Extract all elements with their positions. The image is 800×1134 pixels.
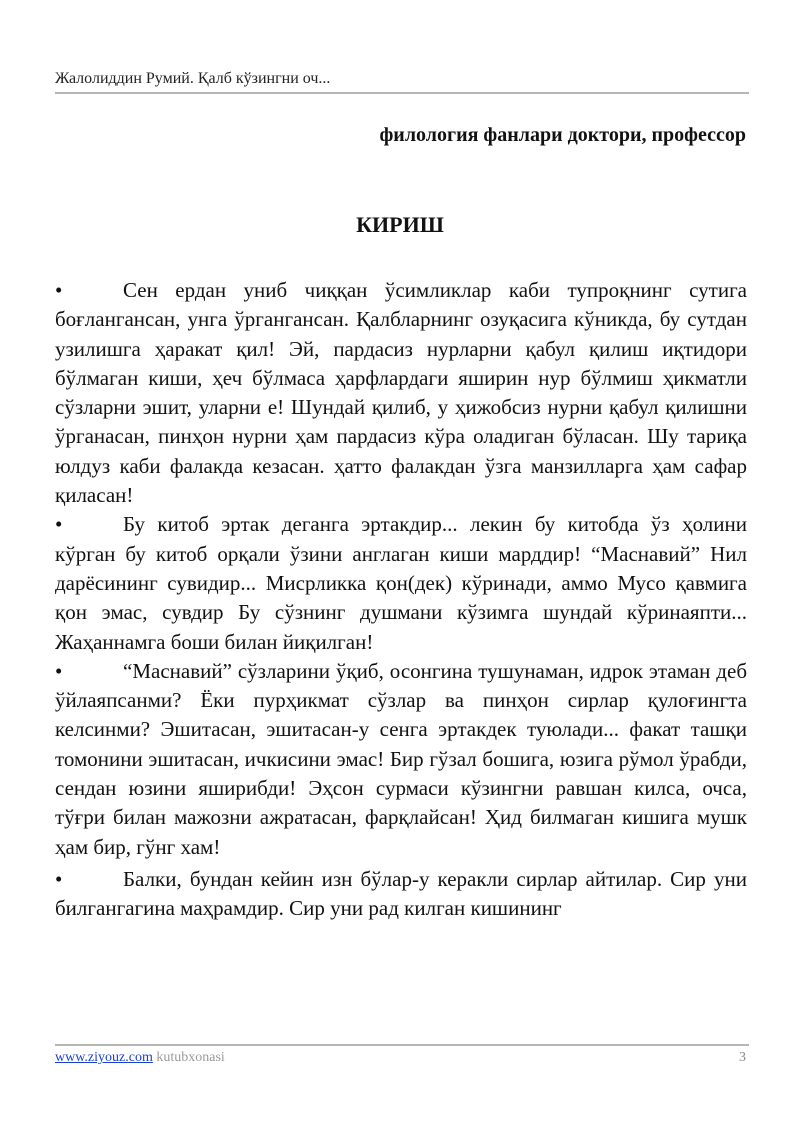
section-heading: КИРИШ (356, 212, 444, 237)
site-link[interactable]: www.ziyouz.com (55, 1050, 153, 1065)
header-divider (55, 92, 749, 94)
page-number: 3 (739, 1050, 746, 1065)
paragraph-1 (55, 276, 747, 510)
bullet-icon: • (55, 866, 63, 891)
running-header-title: Жалолиддин Румий. Қалб кўзингни оч... (55, 70, 331, 87)
footer-divider (55, 1044, 749, 1046)
paragraph-4 (55, 865, 747, 924)
bullet-icon: • (55, 512, 63, 537)
bullet-icon: • (55, 658, 63, 683)
bullet-icon: • (55, 278, 63, 302)
body-text (55, 276, 747, 924)
footer-source (55, 1050, 225, 1066)
paragraph-2 (55, 510, 747, 656)
paragraph-text: Сен ердан униб чиққан ўсимликлар каби тупроқнинг сутига боғлангансан, унга ўргангансан. Қалбларнинг озуқасига кўникда, бу сутдан узилишга ҳаракат қил! Эй, пардасиз нурларни қабул қилиш иқтидори бўлмаган киши, ҳеч бўлмаса ҳарфлардаги яширин нур бўлмиш ҳикматли сўзларни эшит, уларни е! Шундай қилиб, у ҳижобсиз нурни қабул қилишни ўрганасан, пинҳон нурни ҳам пардасиз кўра оладиган бўласан. Шу тариқа юлдуз каби фалакда кезасан. ҳатто фалакдан ўзга манзилларга ҳам сафар қиласан! (55, 278, 747, 508)
paragraph-text: “Маснавий” сўзларини ўқиб, осонгина тушунаман, идрок этаман деб ўйлаяпсанми? Ёки пурҳикмат сўзлар ва пинҳон сирлар қулоғингта келсинми? Эшитасан, эшитасан-у сенга эртакдек туюлади... факат ташқи томонини эшитасан, ичкисини эмас! Бир гўзал бошига, юзига рўмол ўрабди, сендан юзини яширибди! Эҳсон сурмаси кўзингни равшан килса, очса, тўғри билан мажозни ажратасан, фарқлайсан! Ҳид билмаган кишига мушк ҳам бир, гўнг хам! (55, 658, 747, 859)
library-label: kutubxonasi (156, 1050, 225, 1065)
paragraph-3 (55, 657, 747, 862)
paragraph-text: Балки, бундан кейин изн бўлар-у керакли сирлар айтилар. Сир уни билгангагина маҳрамдир. Сир уни рад килган кишининг (55, 866, 747, 921)
paragraph-text: Бу китоб эртак деганга эртакдир... лекин бу китобда ўз ҳолини кўрган бу китоб орқали ўзини англаган киши марддир! “Маснавий” Нил дарёсининг сувидир... Мисрликка қон(дек) кўринади, аммо Мусо қавмига қон эмас, сувдир Бу сўзнинг душмани кўзимга шундай кўринаяпти... Жаҳаннамга боши билан йиқилган! (55, 512, 747, 654)
author-title: филология фанлари доктори, профессор (379, 124, 746, 146)
